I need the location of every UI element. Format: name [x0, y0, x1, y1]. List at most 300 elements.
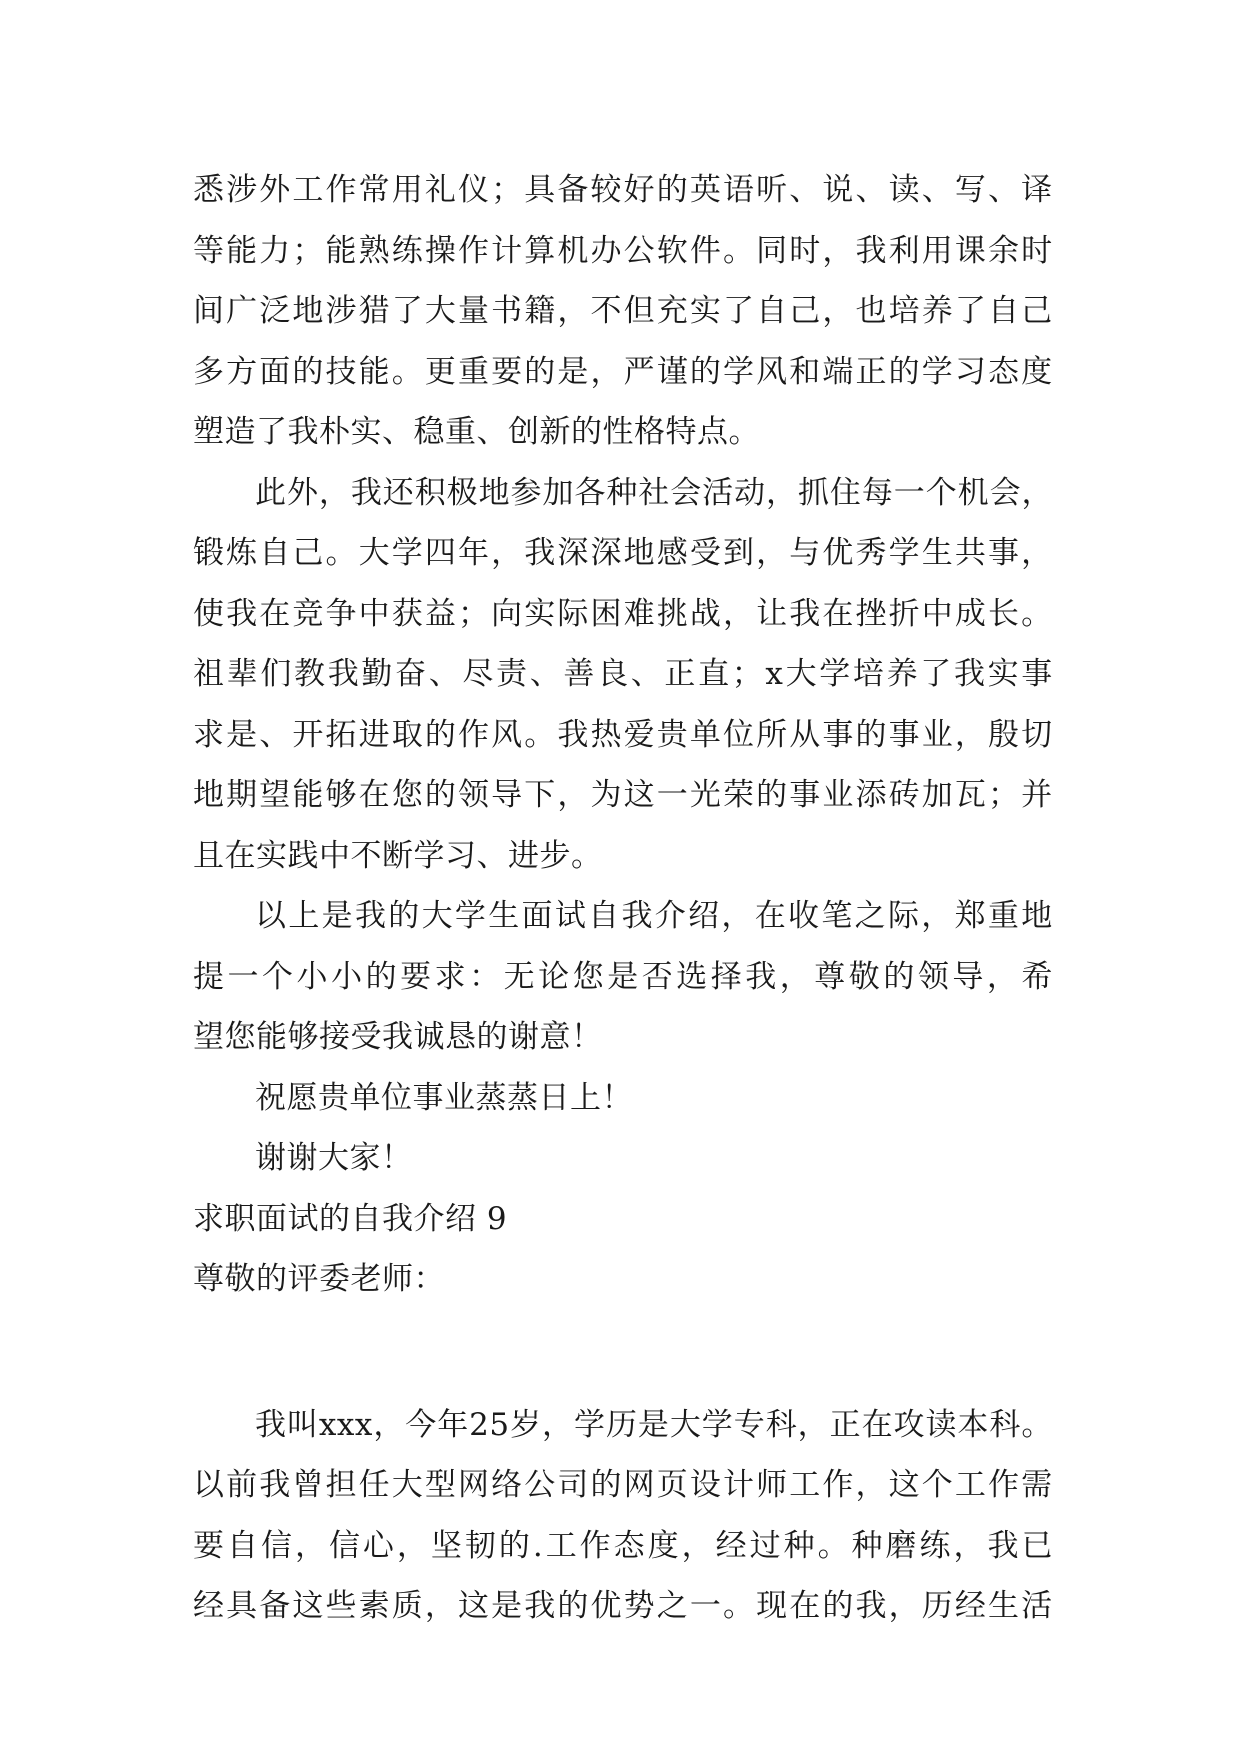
glyph: 操	[424, 232, 457, 269]
glyph: 社	[638, 474, 670, 511]
glyph: 己	[1021, 293, 1053, 329]
glyph: 已	[1021, 1527, 1053, 1564]
glyph: 各	[574, 474, 606, 511]
glyph: 、	[855, 172, 887, 208]
glyph: 活	[1021, 1588, 1053, 1624]
glyph: 重	[458, 353, 490, 390]
glyph: 深	[590, 535, 622, 571]
glyph: 大	[785, 656, 818, 692]
glyph: 中	[921, 595, 954, 632]
glyph: 大	[358, 535, 391, 571]
glyph: 求	[434, 958, 467, 995]
glyph: 历	[605, 1406, 638, 1443]
glyph: 培	[852, 656, 885, 692]
glyph: 坚	[430, 1527, 463, 1564]
glyph: 外	[259, 172, 291, 208]
glyph: 学	[454, 898, 487, 934]
glyph: 利	[888, 232, 921, 269]
glyph: 试	[554, 898, 587, 934]
glyph: ，	[953, 1527, 985, 1564]
glyph: 的	[424, 716, 457, 753]
glyph: 地	[193, 777, 225, 813]
glyph: ，	[822, 232, 854, 269]
glyph: 己	[789, 293, 821, 329]
glyph: 能	[226, 232, 258, 269]
glyph: 读	[925, 1406, 957, 1443]
glyph: 过	[749, 1527, 782, 1564]
paragraph-line	[193, 221, 1053, 282]
paragraph-line	[193, 160, 1053, 221]
glyph: 作	[458, 232, 490, 269]
glyph: 备	[259, 1588, 291, 1624]
glyph: 竞	[292, 595, 324, 632]
glyph: 些	[325, 1588, 357, 1624]
glyph: 业	[822, 777, 854, 813]
glyph: 练	[919, 1527, 952, 1564]
glyph: 充	[656, 293, 689, 329]
glyph: 学	[391, 535, 424, 571]
glyph: 需	[1021, 1467, 1053, 1503]
glyph: 具	[524, 172, 556, 208]
paragraph-line	[193, 705, 1053, 766]
glyph: 曾	[292, 1467, 324, 1503]
glyph: 我	[327, 656, 360, 692]
glyph: 以	[193, 1467, 225, 1503]
glyph: 荣	[723, 777, 755, 813]
glyph: ；	[292, 232, 324, 269]
glyph: 我	[621, 898, 653, 934]
glyph: 件	[689, 232, 722, 269]
glyph: ；	[988, 777, 1020, 813]
glyph: 您	[572, 958, 605, 995]
glyph: 。	[723, 1588, 755, 1624]
glyph: 一	[656, 777, 689, 813]
glyph: ，	[294, 1527, 327, 1564]
glyph: 是	[321, 898, 354, 934]
glyph: 学	[819, 656, 851, 692]
glyph: 是	[226, 716, 258, 753]
glyph: 师	[756, 1467, 788, 1503]
glyph: 择	[710, 958, 743, 995]
glyph: 不	[590, 293, 622, 329]
paragraph-line	[193, 644, 1053, 705]
glyph: 大	[669, 1406, 702, 1443]
glyph: 之	[854, 898, 887, 934]
glyph: 韧	[464, 1527, 497, 1564]
glyph: 语	[723, 172, 755, 208]
glyph: 求	[193, 716, 225, 753]
glyph: x	[765, 656, 784, 692]
glyph: 工	[292, 172, 324, 208]
glyph: 英	[689, 172, 722, 208]
glyph: 际	[557, 595, 589, 632]
glyph: 上	[288, 898, 320, 934]
document-body	[193, 160, 1053, 1637]
glyph: 的	[590, 1467, 622, 1503]
glyph: 大	[424, 293, 457, 329]
glyph: 网	[458, 1467, 490, 1503]
glyph: ，	[855, 1467, 887, 1503]
glyph: 这	[623, 777, 656, 813]
glyph: 作	[822, 1467, 854, 1503]
glyph: 心	[362, 1527, 395, 1564]
glyph: 一	[227, 958, 260, 995]
glyph: 自	[988, 293, 1020, 329]
glyph: 我	[745, 958, 777, 995]
glyph: 爱	[623, 716, 656, 753]
glyph: 希	[1021, 958, 1053, 995]
glyph: 光	[689, 777, 722, 813]
glyph: 位	[723, 716, 755, 753]
paragraph-line	[193, 947, 1053, 1008]
glyph: 能	[358, 353, 391, 390]
glyph: 能	[325, 232, 357, 269]
glyph: 事	[1021, 656, 1053, 692]
glyph: 工	[545, 1527, 578, 1564]
blank-gap	[193, 1310, 1053, 1395]
glyph: 为	[590, 777, 622, 813]
glyph: ；	[458, 595, 490, 632]
glyph: 期	[226, 777, 258, 813]
glyph: 与	[789, 535, 821, 571]
glyph: 猎	[358, 293, 391, 329]
glyph: 外	[286, 474, 319, 511]
glyph: 和	[789, 353, 821, 390]
glyph: 生	[988, 1588, 1020, 1624]
glyph: 加	[921, 777, 954, 813]
glyph: 多	[193, 353, 225, 390]
glyph: 写	[954, 172, 987, 208]
glyph: 公	[623, 232, 656, 269]
glyph: 经	[715, 1527, 748, 1564]
glyph: 动	[734, 474, 766, 511]
glyph: 长	[988, 595, 1020, 632]
glyph: 25	[469, 1406, 510, 1443]
glyph: 向	[491, 595, 523, 632]
glyph: ，	[681, 1527, 714, 1564]
glyph: 在	[789, 1588, 821, 1624]
glyph: 是	[491, 1588, 523, 1624]
glyph: 中	[358, 595, 391, 632]
glyph: 殷	[988, 716, 1020, 753]
glyph: 了	[391, 293, 424, 329]
glyph: 经	[954, 1588, 987, 1624]
glyph: ，	[723, 595, 755, 632]
glyph: 的	[883, 958, 915, 995]
glyph: 我	[350, 474, 383, 511]
glyph: 正	[664, 656, 696, 692]
glyph: 计	[723, 1467, 755, 1503]
glyph: ，	[779, 958, 812, 995]
glyph: 译	[1021, 172, 1053, 208]
glyph: 广	[226, 293, 258, 329]
paragraph-line	[193, 584, 1053, 645]
glyph: 的	[689, 353, 722, 390]
glyph: 还	[382, 474, 415, 511]
glyph: 我	[557, 716, 589, 753]
glyph: ，	[318, 474, 351, 511]
paragraph-line	[193, 1395, 1053, 1456]
glyph: 正	[855, 353, 887, 390]
glyph: 的	[756, 777, 788, 813]
glyph: 的	[365, 958, 398, 995]
glyph: 种	[606, 474, 638, 511]
glyph: 小	[331, 958, 363, 995]
glyph: 领	[917, 958, 950, 995]
glyph: 作	[325, 172, 357, 208]
glyph: ，	[766, 474, 798, 511]
glyph: 以	[255, 898, 287, 934]
glyph: 我	[789, 595, 821, 632]
glyph: 业	[921, 716, 954, 753]
glyph: 听	[756, 172, 788, 208]
glyph: 风	[491, 716, 523, 753]
glyph: 本	[957, 1406, 989, 1443]
glyph: 的	[557, 1588, 589, 1624]
glyph: 力	[259, 232, 291, 269]
glyph: 积	[414, 474, 447, 511]
glyph: ，	[424, 1588, 457, 1624]
paragraph-line	[193, 1455, 1053, 1516]
glyph: 课	[954, 232, 987, 269]
glyph: 量	[458, 293, 490, 329]
glyph: 严	[623, 353, 656, 390]
glyph: 现	[756, 1588, 788, 1624]
glyph: 在	[822, 595, 854, 632]
glyph: 的	[888, 353, 921, 390]
glyph: 祖	[193, 656, 225, 692]
glyph: 经	[193, 1588, 225, 1624]
glyph: 实	[524, 595, 556, 632]
glyph: 切	[1021, 716, 1053, 753]
glyph: 挑	[656, 595, 689, 632]
glyph: 参	[510, 474, 542, 511]
glyph: ：	[469, 958, 501, 995]
glyph: 谨	[656, 353, 689, 390]
glyph: 的	[855, 716, 887, 753]
glyph: 、	[789, 172, 821, 208]
glyph: 砖	[888, 777, 921, 813]
glyph: 我	[855, 1588, 887, 1624]
glyph: 型	[424, 1467, 457, 1503]
glyph: 科	[765, 1406, 798, 1443]
glyph: 磨	[885, 1527, 918, 1564]
closing-wish: 祝愿贵单位事业蒸蒸日上！	[255, 1079, 633, 1116]
glyph: 科	[989, 1406, 1021, 1443]
glyph: 责	[496, 656, 528, 692]
glyph: ，	[797, 1406, 830, 1443]
glyph: 挫	[855, 595, 887, 632]
glyph: 单	[689, 716, 722, 753]
glyph: 间	[193, 293, 225, 329]
glyph: ，	[491, 535, 523, 571]
glyph: 今	[405, 1406, 437, 1443]
glyph: 养	[921, 293, 954, 329]
glyph: 学	[573, 1406, 606, 1443]
glyph: 要	[193, 1527, 225, 1564]
glyph: 年	[458, 535, 490, 571]
glyph: 自	[226, 1527, 259, 1564]
glyph: 望	[259, 777, 291, 813]
glyph: 我	[987, 1527, 1019, 1564]
glyph: 了	[954, 293, 987, 329]
glyph: 软	[656, 232, 689, 269]
glyph: ，	[822, 293, 854, 329]
glyph: xxx	[318, 1406, 373, 1443]
glyph: 了	[920, 656, 952, 692]
glyph: ；	[731, 656, 764, 692]
glyph: 更	[424, 353, 457, 390]
glyph: ，	[721, 898, 753, 934]
glyph: 活	[702, 474, 734, 511]
glyph: 了	[723, 293, 755, 329]
glyph: 信	[260, 1527, 293, 1564]
glyph: 地	[623, 535, 656, 571]
paragraph-line	[193, 523, 1053, 584]
glyph: 直	[698, 656, 730, 692]
glyph: 设	[689, 1467, 722, 1503]
glyph: 绍	[688, 898, 720, 934]
glyph: 是	[557, 353, 589, 390]
glyph: 较	[590, 172, 622, 208]
glyph: 络	[491, 1467, 523, 1503]
glyph: 礼	[424, 172, 457, 208]
glyph: 涉	[226, 172, 258, 208]
glyph: 技	[325, 353, 357, 390]
glyph: 年	[437, 1406, 469, 1443]
glyph: ；	[491, 172, 523, 208]
glyph: 争	[325, 595, 357, 632]
glyph: 困	[590, 595, 622, 632]
paragraph-line: 望您能够接受我诚恳的谢意！	[193, 1019, 603, 1055]
glyph: 事	[988, 535, 1020, 571]
glyph: 郑	[954, 898, 987, 934]
glyph: 端	[822, 353, 854, 390]
glyph: 、	[529, 656, 562, 692]
glyph: 工	[954, 1467, 987, 1503]
closing-thanks: 谢谢大家！	[255, 1140, 413, 1176]
glyph: 您	[391, 777, 424, 813]
glyph: 。	[1021, 1406, 1053, 1443]
paragraph-line	[193, 342, 1053, 403]
salutation: 尊敬的评委老师：	[193, 1261, 445, 1297]
glyph: 之	[656, 1588, 689, 1624]
glyph: 生	[488, 898, 520, 934]
glyph: 们	[260, 656, 292, 692]
glyph: 贵	[656, 716, 689, 753]
glyph: 的	[292, 353, 324, 390]
glyph: 也	[855, 293, 887, 329]
glyph: 。	[391, 353, 424, 390]
glyph: 地	[1021, 898, 1053, 934]
glyph: 优	[822, 535, 854, 571]
glyph: 要	[400, 958, 432, 995]
glyph: ，	[756, 535, 788, 571]
glyph: 生	[921, 535, 954, 571]
glyph: 工	[789, 1467, 821, 1503]
glyph: 是	[637, 1406, 670, 1443]
glyph: 等	[193, 232, 225, 269]
glyph: 熟	[358, 232, 391, 269]
glyph: 个	[921, 1467, 954, 1503]
glyph: ，	[590, 353, 622, 390]
glyph: 事	[888, 716, 921, 753]
glyph: 时	[789, 232, 821, 269]
glyph: 导	[491, 777, 523, 813]
glyph: 己	[292, 535, 324, 571]
glyph: 奋	[395, 656, 427, 692]
glyph: 抓	[797, 474, 830, 511]
glyph: 介	[654, 898, 687, 934]
glyph: 地	[292, 293, 324, 329]
glyph: 论	[538, 958, 570, 995]
glyph: 收	[788, 898, 820, 934]
glyph: 秀	[855, 535, 887, 571]
glyph: 优	[590, 1588, 622, 1624]
glyph: 每	[861, 474, 894, 511]
glyph: 用	[921, 232, 954, 269]
glyph: 。	[524, 716, 556, 753]
glyph: ，	[888, 1588, 921, 1624]
glyph: 办	[590, 232, 622, 269]
glyph: 在	[358, 777, 391, 813]
glyph: 能	[292, 777, 324, 813]
glyph: 益	[424, 595, 457, 632]
glyph: 书	[491, 293, 523, 329]
glyph: 战	[689, 595, 722, 632]
glyph: ，	[542, 1406, 574, 1443]
glyph: 常	[358, 172, 391, 208]
glyph: 我	[259, 1467, 291, 1503]
glyph: 加	[542, 474, 574, 511]
glyph: 地	[478, 474, 511, 511]
glyph: 重	[987, 898, 1020, 934]
glyph: 作	[579, 1527, 612, 1564]
glyph: 种	[783, 1527, 816, 1564]
glyph: 实	[987, 656, 1020, 692]
glyph: 的	[822, 1588, 854, 1624]
paragraph-line: 塑造了我朴实、稳重、创新的性格特点。	[193, 414, 760, 450]
glyph: ，	[373, 1406, 405, 1443]
glyph: 这	[888, 1467, 921, 1503]
glyph: ，	[396, 1527, 429, 1564]
glyph: 仪	[458, 172, 490, 208]
glyph: 极	[446, 474, 479, 511]
paragraph-line	[193, 886, 1053, 947]
glyph: 勤	[361, 656, 393, 692]
glyph: 大	[391, 1467, 424, 1503]
glyph: ，	[954, 716, 987, 753]
glyph: 计	[491, 232, 523, 269]
glyph: 四	[424, 535, 457, 571]
glyph: 的	[656, 172, 689, 208]
glyph: 余	[988, 232, 1020, 269]
glyph: 势	[623, 1588, 656, 1624]
glyph: 尽	[462, 656, 494, 692]
glyph: 。	[817, 1527, 850, 1564]
glyph: 获	[391, 595, 424, 632]
paragraph-line	[193, 765, 1053, 826]
paragraph-line	[193, 281, 1053, 342]
glyph: ，	[557, 293, 589, 329]
glyph: 个	[925, 474, 958, 511]
glyph: 从	[789, 716, 821, 753]
glyph: 开	[292, 716, 324, 753]
glyph: 悉	[193, 172, 225, 208]
glyph: 锻	[193, 535, 225, 571]
glyph: 的	[498, 1527, 531, 1564]
glyph: 使	[193, 595, 225, 632]
